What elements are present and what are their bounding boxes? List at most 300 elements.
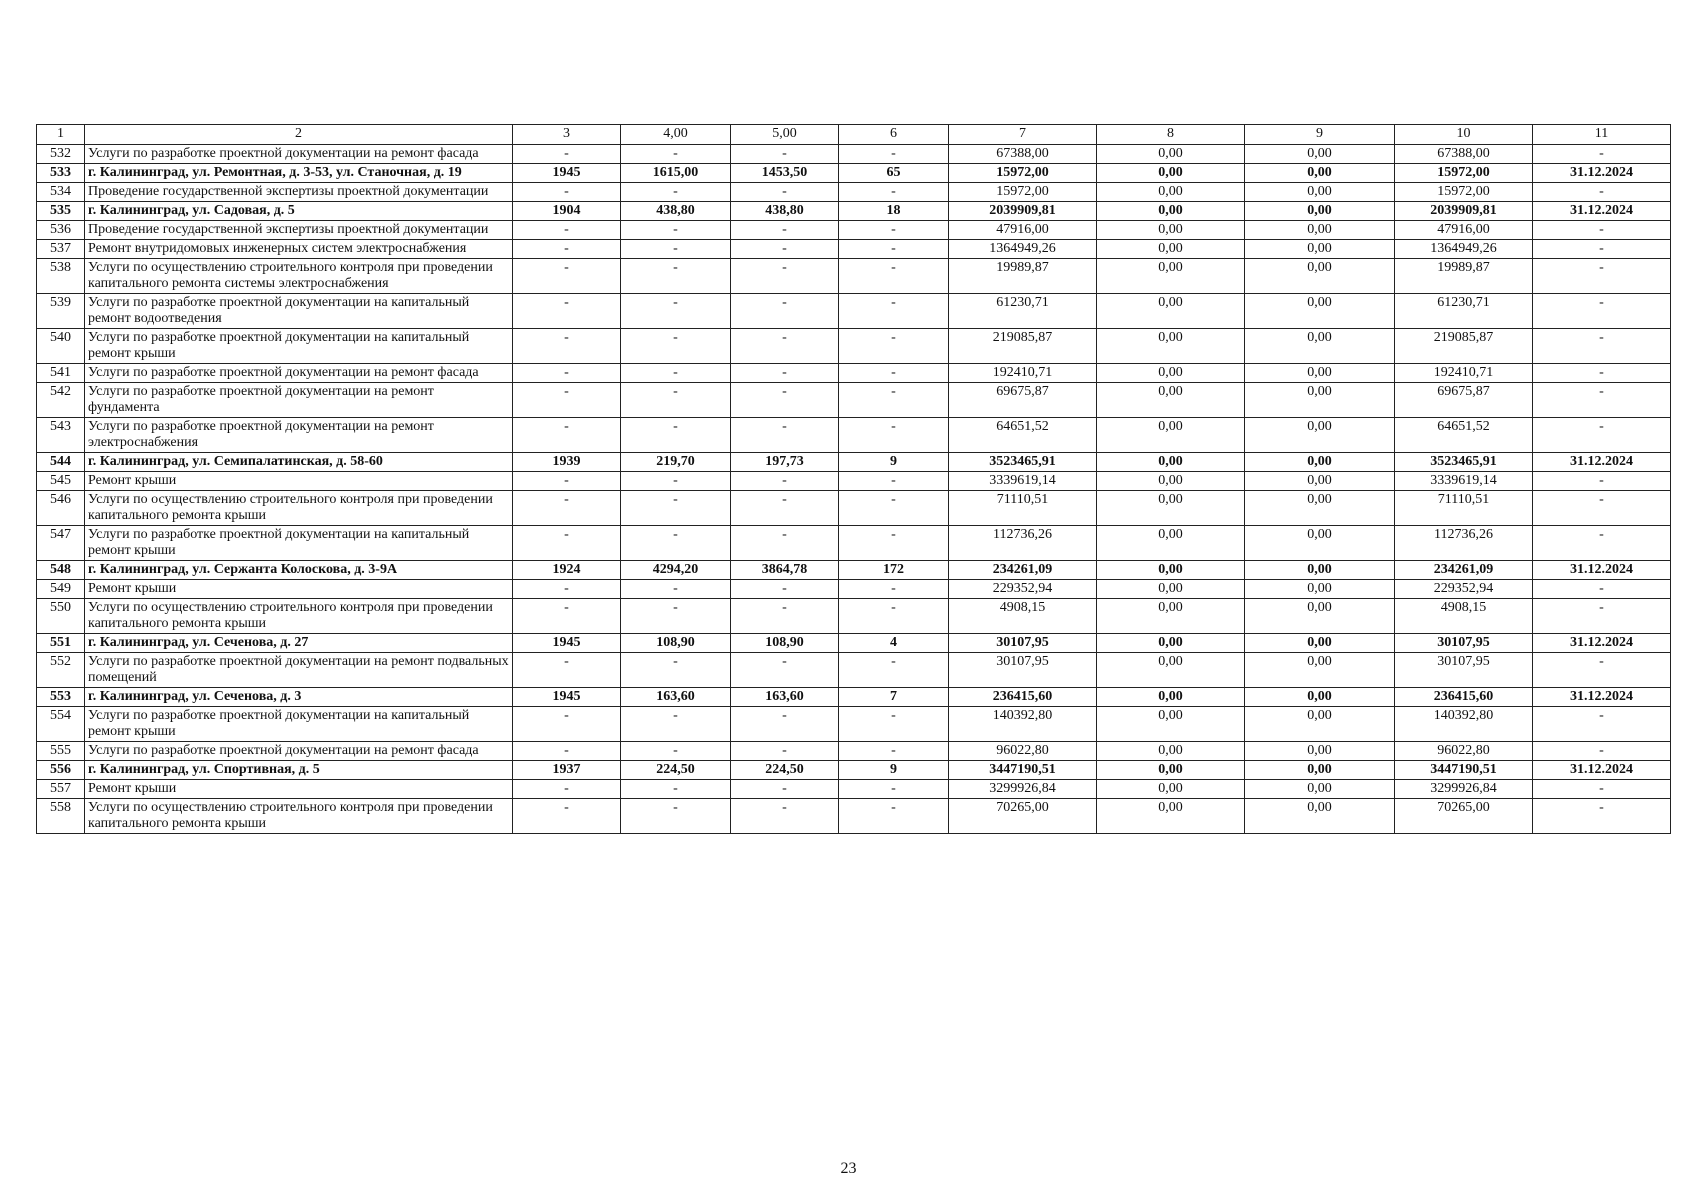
budget-share-cell: 0,00 — [1245, 383, 1395, 418]
fund-share-cell: 0,00 — [1097, 780, 1245, 799]
living-area-cell: 108,90 — [731, 634, 839, 653]
total-area-cell: 163,60 — [621, 688, 731, 707]
fund-share-cell: 0,00 — [1097, 761, 1245, 780]
total-cost-cell: 3447190,51 — [949, 761, 1097, 780]
row-number-cell: 541 — [37, 364, 85, 383]
total-cost-cell: 3339619,14 — [949, 472, 1097, 491]
work-row — [37, 383, 1671, 418]
residents-count-cell: - — [839, 799, 949, 834]
completion-date-cell: - — [1533, 472, 1671, 491]
completion-date-cell: - — [1533, 580, 1671, 599]
work-name-cell: Ремонт крыши — [85, 580, 513, 599]
work-row — [37, 221, 1671, 240]
work-name-cell: Услуги по осуществлению строительного контроля при проведении капитального ремонта крыши — [85, 599, 513, 634]
year-built-cell: - — [513, 707, 621, 742]
year-built-cell: 1945 — [513, 634, 621, 653]
work-name-cell: Ремонт внутридомовых инженерных систем электроснабжения — [85, 240, 513, 259]
work-row — [37, 364, 1671, 383]
header-cell: 8 — [1097, 125, 1245, 145]
work-name-cell: Услуги по разработке проектной документации на ремонт электроснабжения — [85, 418, 513, 453]
row-number-cell: 556 — [37, 761, 85, 780]
fund-share-cell: 0,00 — [1097, 329, 1245, 364]
work-row — [37, 653, 1671, 688]
total-area-cell: - — [621, 145, 731, 164]
completion-date-cell: - — [1533, 653, 1671, 688]
work-name-cell: Услуги по разработке проектной документации на капитальный ремонт крыши — [85, 329, 513, 364]
residents-count-cell: - — [839, 742, 949, 761]
living-area-cell: - — [731, 780, 839, 799]
owners-share-cell: 64651,52 — [1395, 418, 1533, 453]
fund-share-cell: 0,00 — [1097, 259, 1245, 294]
completion-date-cell: - — [1533, 780, 1671, 799]
fund-share-cell: 0,00 — [1097, 183, 1245, 202]
residents-count-cell: - — [839, 329, 949, 364]
owners-share-cell: 112736,26 — [1395, 526, 1533, 561]
work-name-cell: Ремонт крыши — [85, 472, 513, 491]
living-area-cell: - — [731, 526, 839, 561]
total-cost-cell: 4908,15 — [949, 599, 1097, 634]
row-number-cell: 542 — [37, 383, 85, 418]
completion-date-cell: - — [1533, 329, 1671, 364]
owners-share-cell: 15972,00 — [1395, 183, 1533, 202]
row-number-cell: 533 — [37, 164, 85, 183]
row-number-cell: 537 — [37, 240, 85, 259]
budget-share-cell: 0,00 — [1245, 294, 1395, 329]
completion-date-cell: 31.12.2024 — [1533, 202, 1671, 221]
residents-count-cell: - — [839, 653, 949, 688]
address-row — [37, 164, 1671, 183]
residents-count-cell: 9 — [839, 761, 949, 780]
living-area-cell: - — [731, 145, 839, 164]
work-row — [37, 259, 1671, 294]
completion-date-cell: - — [1533, 259, 1671, 294]
owners-share-cell: 19989,87 — [1395, 259, 1533, 294]
total-cost-cell: 3299926,84 — [949, 780, 1097, 799]
living-area-cell: - — [731, 329, 839, 364]
work-name-cell: Проведение государственной экспертизы проектной документации — [85, 183, 513, 202]
work-name-cell: г. Калининград, ул. Ремонтная, д. 3-53, ул. Станочная, д. 19 — [85, 164, 513, 183]
completion-date-cell: - — [1533, 364, 1671, 383]
fund-share-cell: 0,00 — [1097, 383, 1245, 418]
header-cell: 3 — [513, 125, 621, 145]
fund-share-cell: 0,00 — [1097, 561, 1245, 580]
fund-share-cell: 0,00 — [1097, 145, 1245, 164]
completion-date-cell: - — [1533, 145, 1671, 164]
row-number-cell: 532 — [37, 145, 85, 164]
total-cost-cell: 229352,94 — [949, 580, 1097, 599]
residents-count-cell: - — [839, 364, 949, 383]
total-area-cell: - — [621, 707, 731, 742]
fund-share-cell: 0,00 — [1097, 240, 1245, 259]
header-cell: 4,00 — [621, 125, 731, 145]
row-number-cell: 557 — [37, 780, 85, 799]
residents-count-cell: - — [839, 526, 949, 561]
row-number-cell: 540 — [37, 329, 85, 364]
total-area-cell: - — [621, 418, 731, 453]
fund-share-cell: 0,00 — [1097, 688, 1245, 707]
page-number: 23 — [840, 1160, 857, 1177]
total-cost-cell: 2039909,81 — [949, 202, 1097, 221]
residents-count-cell: - — [839, 491, 949, 526]
row-number-cell: 536 — [37, 221, 85, 240]
row-number-cell: 538 — [37, 259, 85, 294]
fund-share-cell: 0,00 — [1097, 799, 1245, 834]
living-area-cell: - — [731, 383, 839, 418]
living-area-cell: - — [731, 653, 839, 688]
budget-share-cell: 0,00 — [1245, 418, 1395, 453]
owners-share-cell: 30107,95 — [1395, 653, 1533, 688]
work-name-cell: Услуги по разработке проектной документации на ремонт фундамента — [85, 383, 513, 418]
living-area-cell: - — [731, 294, 839, 329]
living-area-cell: - — [731, 240, 839, 259]
row-number-cell: 550 — [37, 599, 85, 634]
living-area-cell: - — [731, 221, 839, 240]
year-built-cell: - — [513, 418, 621, 453]
owners-share-cell: 71110,51 — [1395, 491, 1533, 526]
living-area-cell: 438,80 — [731, 202, 839, 221]
total-cost-cell: 67388,00 — [949, 145, 1097, 164]
year-built-cell: - — [513, 472, 621, 491]
row-number-cell: 543 — [37, 418, 85, 453]
year-built-cell: 1924 — [513, 561, 621, 580]
owners-share-cell: 234261,09 — [1395, 561, 1533, 580]
header-cell: 6 — [839, 125, 949, 145]
total-cost-cell: 30107,95 — [949, 653, 1097, 688]
living-area-cell: 1453,50 — [731, 164, 839, 183]
work-row — [37, 240, 1671, 259]
work-row — [37, 491, 1671, 526]
budget-share-cell: 0,00 — [1245, 799, 1395, 834]
owners-share-cell: 70265,00 — [1395, 799, 1533, 834]
row-number-cell: 544 — [37, 453, 85, 472]
work-name-cell: Услуги по осуществлению строительного контроля при проведении капитального ремонта крыши — [85, 799, 513, 834]
work-row — [37, 742, 1671, 761]
fund-share-cell: 0,00 — [1097, 707, 1245, 742]
year-built-cell: - — [513, 221, 621, 240]
completion-date-cell: - — [1533, 240, 1671, 259]
living-area-cell: 163,60 — [731, 688, 839, 707]
row-number-cell: 539 — [37, 294, 85, 329]
row-number-cell: 549 — [37, 580, 85, 599]
fund-share-cell: 0,00 — [1097, 580, 1245, 599]
total-cost-cell: 19989,87 — [949, 259, 1097, 294]
year-built-cell: 1945 — [513, 164, 621, 183]
work-name-cell: Услуги по разработке проектной документации на ремонт фасада — [85, 742, 513, 761]
work-name-cell: Услуги по осуществлению строительного контроля при проведении капитального ремонта системы электроснабжения — [85, 259, 513, 294]
fund-share-cell: 0,00 — [1097, 453, 1245, 472]
year-built-cell: - — [513, 364, 621, 383]
total-area-cell: - — [621, 599, 731, 634]
fund-share-cell: 0,00 — [1097, 526, 1245, 561]
completion-date-cell: 31.12.2024 — [1533, 761, 1671, 780]
budget-share-cell: 0,00 — [1245, 526, 1395, 561]
work-row — [37, 329, 1671, 364]
owners-share-cell: 67388,00 — [1395, 145, 1533, 164]
work-name-cell: г. Калининград, ул. Спортивная, д. 5 — [85, 761, 513, 780]
work-row — [37, 294, 1671, 329]
living-area-cell: - — [731, 183, 839, 202]
living-area-cell: - — [731, 580, 839, 599]
living-area-cell: - — [731, 418, 839, 453]
work-name-cell: г. Калининград, ул. Сеченова, д. 27 — [85, 634, 513, 653]
living-area-cell: - — [731, 707, 839, 742]
work-name-cell: Услуги по разработке проектной документации на капитальный ремонт крыши — [85, 707, 513, 742]
owners-share-cell: 69675,87 — [1395, 383, 1533, 418]
year-built-cell: 1945 — [513, 688, 621, 707]
owners-share-cell: 3339619,14 — [1395, 472, 1533, 491]
total-area-cell: 224,50 — [621, 761, 731, 780]
total-cost-cell: 112736,26 — [949, 526, 1097, 561]
table-body — [37, 125, 1671, 834]
total-cost-cell: 96022,80 — [949, 742, 1097, 761]
residents-count-cell: 65 — [839, 164, 949, 183]
year-built-cell: - — [513, 183, 621, 202]
header-cell: 5,00 — [731, 125, 839, 145]
row-number-cell: 554 — [37, 707, 85, 742]
year-built-cell: - — [513, 780, 621, 799]
budget-share-cell: 0,00 — [1245, 688, 1395, 707]
completion-date-cell: 31.12.2024 — [1533, 634, 1671, 653]
address-row — [37, 561, 1671, 580]
completion-date-cell: 31.12.2024 — [1533, 561, 1671, 580]
living-area-cell: - — [731, 491, 839, 526]
year-built-cell: 1939 — [513, 453, 621, 472]
work-row — [37, 418, 1671, 453]
work-name-cell: Услуги по разработке проектной документации на ремонт фасада — [85, 364, 513, 383]
year-built-cell: - — [513, 240, 621, 259]
fund-share-cell: 0,00 — [1097, 653, 1245, 688]
row-number-cell: 547 — [37, 526, 85, 561]
total-cost-cell: 234261,09 — [949, 561, 1097, 580]
completion-date-cell: - — [1533, 491, 1671, 526]
work-row — [37, 145, 1671, 164]
fund-share-cell: 0,00 — [1097, 472, 1245, 491]
fund-share-cell: 0,00 — [1097, 634, 1245, 653]
work-name-cell: г. Калининград, ул. Сержанта Колоскова, д. 3-9А — [85, 561, 513, 580]
total-area-cell: - — [621, 472, 731, 491]
total-cost-cell: 1364949,26 — [949, 240, 1097, 259]
work-row — [37, 580, 1671, 599]
year-built-cell: - — [513, 145, 621, 164]
total-cost-cell: 3523465,91 — [949, 453, 1097, 472]
year-built-cell: - — [513, 799, 621, 834]
completion-date-cell: - — [1533, 599, 1671, 634]
year-built-cell: - — [513, 383, 621, 418]
fund-share-cell: 0,00 — [1097, 164, 1245, 183]
total-area-cell: - — [621, 383, 731, 418]
works-table — [36, 124, 1671, 834]
budget-share-cell: 0,00 — [1245, 472, 1395, 491]
living-area-cell: - — [731, 364, 839, 383]
residents-count-cell: - — [839, 294, 949, 329]
year-built-cell: - — [513, 742, 621, 761]
fund-share-cell: 0,00 — [1097, 364, 1245, 383]
completion-date-cell: - — [1533, 707, 1671, 742]
budget-share-cell: 0,00 — [1245, 259, 1395, 294]
address-row — [37, 634, 1671, 653]
residents-count-cell: 172 — [839, 561, 949, 580]
owners-share-cell: 140392,80 — [1395, 707, 1533, 742]
completion-date-cell: - — [1533, 742, 1671, 761]
fund-share-cell: 0,00 — [1097, 294, 1245, 329]
owners-share-cell: 47916,00 — [1395, 221, 1533, 240]
year-built-cell: 1904 — [513, 202, 621, 221]
total-area-cell: 108,90 — [621, 634, 731, 653]
row-number-cell: 551 — [37, 634, 85, 653]
owners-share-cell: 3523465,91 — [1395, 453, 1533, 472]
work-row — [37, 472, 1671, 491]
completion-date-cell: - — [1533, 383, 1671, 418]
header-cell: 2 — [85, 125, 513, 145]
living-area-cell: - — [731, 472, 839, 491]
year-built-cell: - — [513, 526, 621, 561]
address-row — [37, 453, 1671, 472]
living-area-cell: 197,73 — [731, 453, 839, 472]
budget-share-cell: 0,00 — [1245, 742, 1395, 761]
owners-share-cell: 192410,71 — [1395, 364, 1533, 383]
year-built-cell: 1937 — [513, 761, 621, 780]
total-area-cell: 4294,20 — [621, 561, 731, 580]
work-name-cell: Услуги по разработке проектной документации на капитальный ремонт водоотведения — [85, 294, 513, 329]
residents-count-cell: - — [839, 580, 949, 599]
row-number-cell: 548 — [37, 561, 85, 580]
residents-count-cell: - — [839, 383, 949, 418]
total-area-cell: - — [621, 742, 731, 761]
budget-share-cell: 0,00 — [1245, 491, 1395, 526]
total-cost-cell: 30107,95 — [949, 634, 1097, 653]
owners-share-cell: 3299926,84 — [1395, 780, 1533, 799]
total-cost-cell: 47916,00 — [949, 221, 1097, 240]
completion-date-cell: - — [1533, 526, 1671, 561]
completion-date-cell: 31.12.2024 — [1533, 453, 1671, 472]
address-row — [37, 202, 1671, 221]
residents-count-cell: - — [839, 221, 949, 240]
completion-date-cell: - — [1533, 294, 1671, 329]
residents-count-cell: 7 — [839, 688, 949, 707]
year-built-cell: - — [513, 599, 621, 634]
budget-share-cell: 0,00 — [1245, 364, 1395, 383]
work-name-cell: Услуги по разработке проектной документации на ремонт подвальных помещений — [85, 653, 513, 688]
year-built-cell: - — [513, 259, 621, 294]
total-cost-cell: 192410,71 — [949, 364, 1097, 383]
budget-share-cell: 0,00 — [1245, 761, 1395, 780]
living-area-cell: - — [731, 742, 839, 761]
budget-share-cell: 0,00 — [1245, 221, 1395, 240]
total-cost-cell: 61230,71 — [949, 294, 1097, 329]
residents-count-cell: 4 — [839, 634, 949, 653]
header-cell: 10 — [1395, 125, 1533, 145]
total-area-cell: 1615,00 — [621, 164, 731, 183]
work-name-cell: Проведение государственной экспертизы проектной документации — [85, 221, 513, 240]
owners-share-cell: 96022,80 — [1395, 742, 1533, 761]
work-row — [37, 183, 1671, 202]
work-row — [37, 526, 1671, 561]
living-area-cell: 224,50 — [731, 761, 839, 780]
living-area-cell: - — [731, 259, 839, 294]
total-cost-cell: 15972,00 — [949, 164, 1097, 183]
total-cost-cell: 140392,80 — [949, 707, 1097, 742]
residents-count-cell: - — [839, 780, 949, 799]
fund-share-cell: 0,00 — [1097, 599, 1245, 634]
work-row — [37, 599, 1671, 634]
residents-count-cell: - — [839, 183, 949, 202]
budget-share-cell: 0,00 — [1245, 329, 1395, 364]
fund-share-cell: 0,00 — [1097, 221, 1245, 240]
year-built-cell: - — [513, 329, 621, 364]
completion-date-cell: 31.12.2024 — [1533, 164, 1671, 183]
fund-share-cell: 0,00 — [1097, 742, 1245, 761]
residents-count-cell: - — [839, 418, 949, 453]
row-number-cell: 535 — [37, 202, 85, 221]
work-name-cell: Ремонт крыши — [85, 780, 513, 799]
row-number-cell: 552 — [37, 653, 85, 688]
work-row — [37, 780, 1671, 799]
total-area-cell: - — [621, 364, 731, 383]
row-number-cell: 558 — [37, 799, 85, 834]
total-area-cell: 438,80 — [621, 202, 731, 221]
total-area-cell: 219,70 — [621, 453, 731, 472]
budget-share-cell: 0,00 — [1245, 780, 1395, 799]
total-area-cell: - — [621, 183, 731, 202]
residents-count-cell: - — [839, 707, 949, 742]
total-area-cell: - — [621, 780, 731, 799]
row-number-cell: 546 — [37, 491, 85, 526]
total-cost-cell: 70265,00 — [949, 799, 1097, 834]
completion-date-cell: - — [1533, 799, 1671, 834]
row-number-cell: 534 — [37, 183, 85, 202]
work-name-cell: Услуги по осуществлению строительного контроля при проведении капитального ремонта крыши — [85, 491, 513, 526]
owners-share-cell: 2039909,81 — [1395, 202, 1533, 221]
owners-share-cell: 4908,15 — [1395, 599, 1533, 634]
address-row — [37, 688, 1671, 707]
header-row — [37, 125, 1671, 145]
work-name-cell: г. Калининград, ул. Семипалатинская, д. 58-60 — [85, 453, 513, 472]
row-number-cell: 555 — [37, 742, 85, 761]
living-area-cell: - — [731, 799, 839, 834]
total-cost-cell: 236415,60 — [949, 688, 1097, 707]
work-name-cell: г. Калининград, ул. Сеченова, д. 3 — [85, 688, 513, 707]
budget-share-cell: 0,00 — [1245, 164, 1395, 183]
owners-share-cell: 229352,94 — [1395, 580, 1533, 599]
completion-date-cell: - — [1533, 221, 1671, 240]
work-name-cell: г. Калининград, ул. Садовая, д. 5 — [85, 202, 513, 221]
owners-share-cell: 236415,60 — [1395, 688, 1533, 707]
residents-count-cell: - — [839, 472, 949, 491]
budget-share-cell: 0,00 — [1245, 599, 1395, 634]
completion-date-cell: - — [1533, 183, 1671, 202]
completion-date-cell: - — [1533, 418, 1671, 453]
owners-share-cell: 30107,95 — [1395, 634, 1533, 653]
residents-count-cell: 9 — [839, 453, 949, 472]
total-area-cell: - — [621, 491, 731, 526]
row-number-cell: 545 — [37, 472, 85, 491]
header-cell: 7 — [949, 125, 1097, 145]
work-row — [37, 707, 1671, 742]
living-area-cell: 3864,78 — [731, 561, 839, 580]
year-built-cell: - — [513, 653, 621, 688]
total-cost-cell: 69675,87 — [949, 383, 1097, 418]
total-area-cell: - — [621, 294, 731, 329]
work-name-cell: Услуги по разработке проектной документации на капитальный ремонт крыши — [85, 526, 513, 561]
fund-share-cell: 0,00 — [1097, 418, 1245, 453]
completion-date-cell: 31.12.2024 — [1533, 688, 1671, 707]
budget-share-cell: 0,00 — [1245, 145, 1395, 164]
year-built-cell: - — [513, 491, 621, 526]
total-area-cell: - — [621, 526, 731, 561]
budget-share-cell: 0,00 — [1245, 453, 1395, 472]
residents-count-cell: - — [839, 599, 949, 634]
work-row — [37, 799, 1671, 834]
